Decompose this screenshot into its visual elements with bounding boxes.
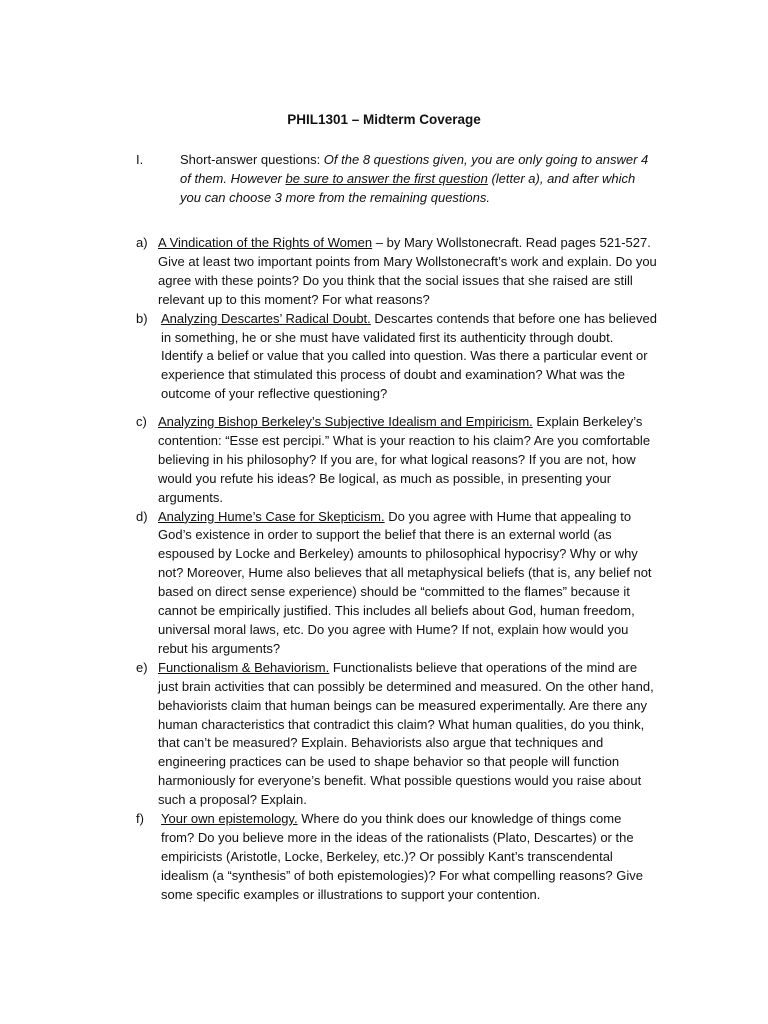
question-text: Where do you think does our knowledge of things come from? Do you believe more in the ideas of the rationalists (Plato, Descartes) or the empiricists (Aristotle, Locke, Berkeley, etc.)? Or possibly Kant’s transcendental idealism (a “synthesis” of both epistemologies)? For what compelling reasons? Give some specific examples or illustrations to support your contention. xyxy=(161,811,643,902)
question-letter: c) xyxy=(136,414,147,429)
question-item-c xyxy=(136,413,658,508)
question-item-b xyxy=(136,310,658,405)
question-item-e xyxy=(136,659,658,810)
section-lead: Short-answer questions: xyxy=(180,152,321,167)
section-short-answer xyxy=(136,150,656,207)
question-item-a xyxy=(136,234,658,310)
instructions-underlined: be sure to answer the first question xyxy=(285,171,488,186)
question-letter: b) xyxy=(136,310,148,326)
section-number: I. xyxy=(136,152,144,167)
question-item-f xyxy=(136,810,658,905)
section-instructions xyxy=(180,150,656,207)
question-letter: a) xyxy=(136,235,148,250)
question-text: Descartes contends that before one has believed in something, he or she must have validated first its authenticity through doubt. Identify a belief or value that you called into question. Was there a particular event or experience that stimulated this process of doubt and examination? What was the outcome of your reflective questioning? xyxy=(161,310,657,402)
question-text: Do you agree with Hume that appealing to God’s existence in order to support the belief that there is an external world (as espoused by Locke and Berkeley) amounts to philosophical hypocrisy? Why or why not? Moreover, Hume also believes that all metaphysical beliefs (that is, any belief not based on direct sense experience) should be “committed to the flames” because it cannot be empirically justified. This includes all beliefs about God, human freedom, universal moral laws, etc. Do you agree with Hume? If not, explain how would you rebut his arguments? xyxy=(158,508,652,656)
question-group-2 xyxy=(136,413,658,905)
instructions-part-2: (letter a), and after which you can choose 3 more from the remaining questions. xyxy=(180,171,636,205)
instructions-part-1: Of the 8 questions given, you are only going to answer 4 of them. However xyxy=(180,152,649,186)
document-title: PHIL1301 – Midterm Coverage xyxy=(287,112,481,127)
question-topic: Analyzing Descartes’ Radical Doubt. xyxy=(161,310,371,326)
question-topic: Your own epistemology. xyxy=(161,811,298,827)
question-topic: Analyzing Bishop Berkeley’s Subjective Idealism and Empiricism. xyxy=(158,414,533,429)
question-letter: d) xyxy=(136,508,148,524)
question-topic: Analyzing Hume’s Case for Skepticism. xyxy=(158,508,385,524)
question-topic: A Vindication of the Rights of Women xyxy=(158,235,373,250)
question-text: – by Mary Wollstonecraft. Read pages 521-527. Give at least two important points from Mary Wollstonecraft’s work and explain. Do you agree with these points? Do you think that the social issues that she raised are still relevant up to this moment? For what reasons? xyxy=(158,235,657,307)
question-letter: e) xyxy=(136,659,148,675)
question-letter: f) xyxy=(136,811,144,827)
question-text: Functionalists believe that operations of the mind are just brain activities that can possibly be determined and measured. On the other hand, behaviorists claim that human beings can be measured experimentally. Are there any human characteristics that contradict this claim? What human qualities, do you think, that can’t be measured? Explain. Behaviorists also argue that techniques and engineering practices can be used to shape behavior so that people will function harmoniously for everyone’s benefit. What possible questions would you raise about such a proposal? Explain. xyxy=(158,659,654,808)
question-group-1 xyxy=(136,234,658,404)
question-topic: Functionalism & Behaviorism. xyxy=(158,659,330,675)
question-item-d xyxy=(136,508,658,659)
question-text: Explain Berkeley’s contention: “Esse est percipi.” What is your reaction to his claim? Are you comfortable believing in his philosophy? If you are, for what logical reasons? If you are not, how would you refute his ideas? Be logical, as much as possible, in presenting your arguments. xyxy=(158,414,651,505)
